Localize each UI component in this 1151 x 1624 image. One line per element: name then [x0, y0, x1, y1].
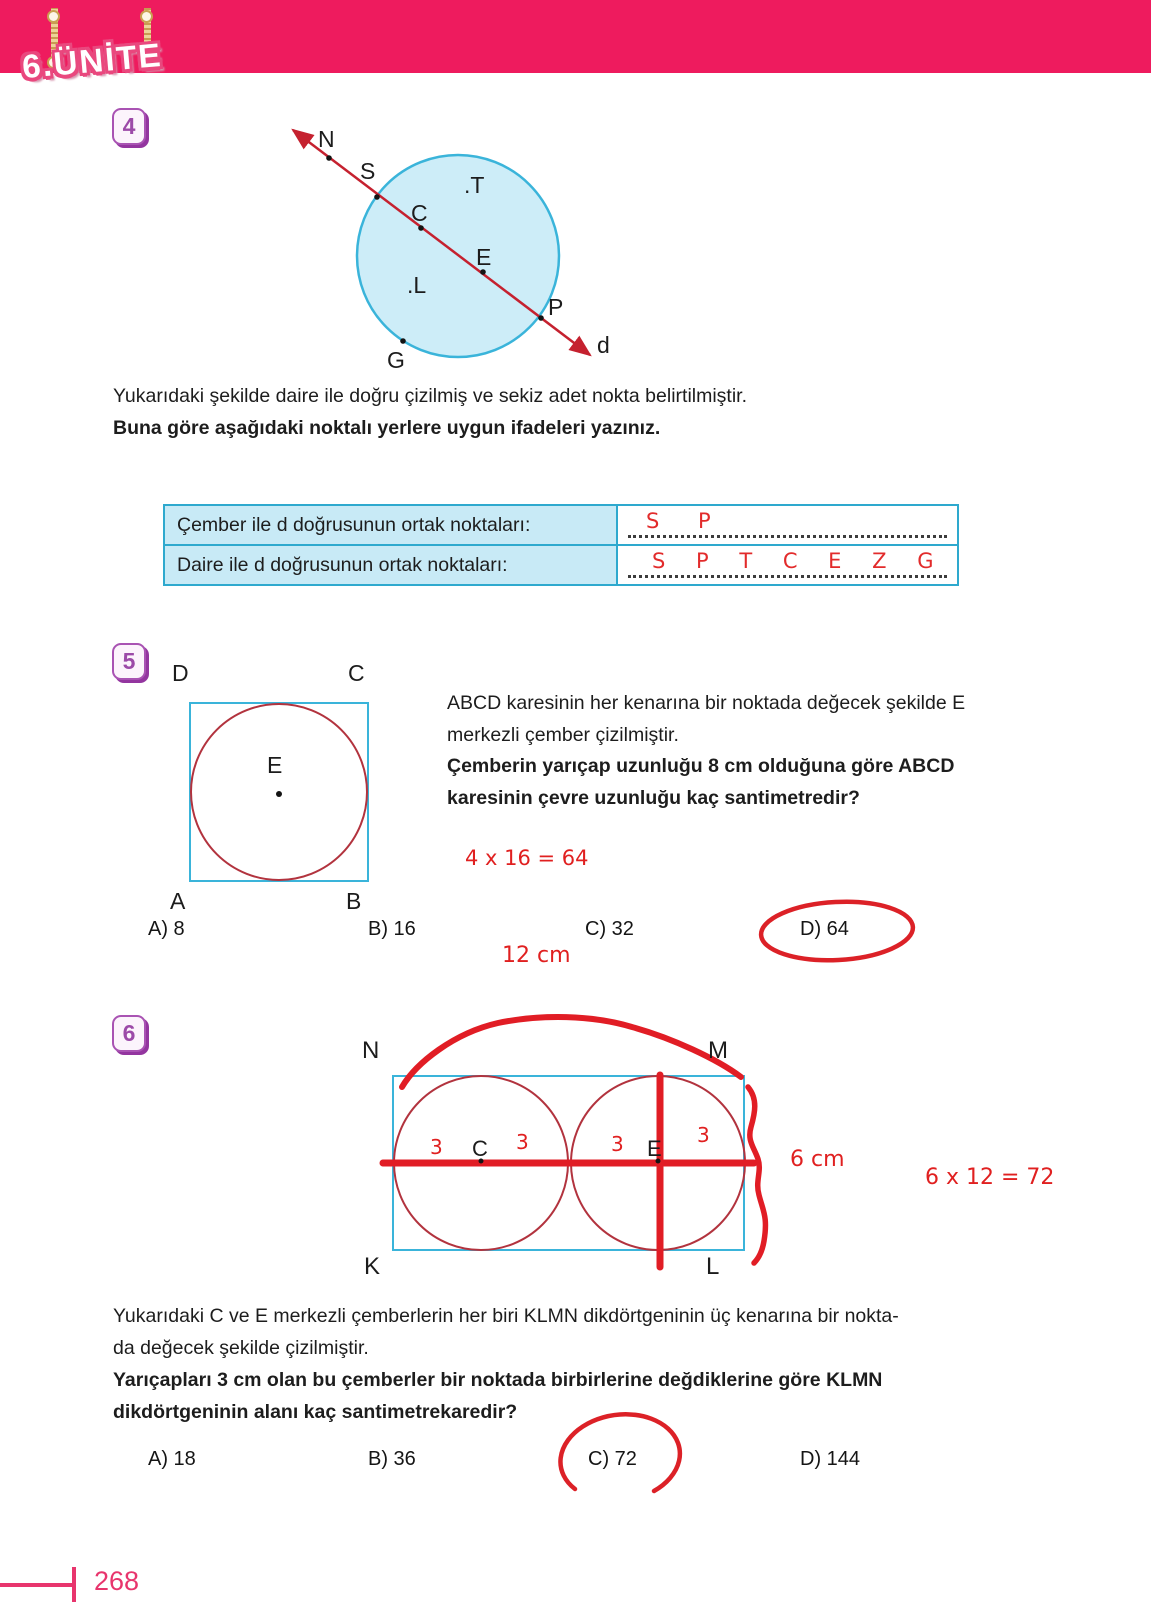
corner-label-C: C	[348, 660, 365, 686]
q4-intro-line: Yukarıdaki şekilde daire ile doğru çizilmiş ve sekiz adet nokta belirtilmiştir.	[113, 385, 748, 407]
q6-handwritten-equation: 6 x 12 = 72	[925, 1165, 1055, 1190]
center-label-C: C	[472, 1136, 488, 1161]
q4-circle-diagram	[260, 110, 650, 382]
radius-3-label: 3	[516, 1130, 529, 1154]
unit-logo: 6.ÜNİTE	[20, 35, 164, 86]
q4-instruction-line: Buna göre aşağıdaki noktalı yerlere uygun ifadeleri yazınız.	[113, 417, 661, 439]
q5-text	[447, 688, 965, 814]
q6-intro-line: da değecek şekilde çizilmiştir.	[113, 1337, 369, 1359]
table-row	[165, 544, 957, 584]
q5-square-diagram	[150, 648, 410, 940]
q6-option-b[interactable]: B) 36	[368, 1448, 416, 1470]
rope-ring	[140, 10, 153, 23]
table-row	[165, 506, 957, 544]
corner-label-N: N	[362, 1037, 380, 1064]
hand-drawn-right-brace	[748, 1087, 765, 1263]
point-label-S: S	[360, 158, 376, 184]
q6-option-d[interactable]: D) 144	[800, 1448, 861, 1470]
corner-label-B: B	[346, 888, 362, 914]
point-label-T: .T	[464, 172, 485, 198]
point-label-E: E	[476, 244, 492, 270]
center-label-E: E	[267, 752, 283, 778]
center-dot-E	[276, 791, 282, 797]
q6-text	[113, 1300, 899, 1428]
q5-diagram-svg	[150, 648, 410, 940]
q5-handwritten-equation: 4 x 16 = 64	[465, 846, 589, 870]
corner-label-K: K	[364, 1253, 381, 1280]
table-row-label: Daire ile d doğrusunun ortak noktaları:	[165, 546, 618, 584]
question-5-number: 5	[122, 648, 136, 674]
center-label-E: E	[647, 1136, 662, 1161]
dotted-line	[628, 575, 947, 578]
line-label-d: d	[597, 332, 610, 358]
question-4-number: 4	[122, 113, 136, 139]
corner-label-L: L	[706, 1253, 720, 1280]
point-label-L: .L	[407, 272, 427, 298]
corner-label-D: D	[172, 660, 189, 686]
footer-rule	[0, 1583, 74, 1587]
q5-option-b[interactable]: B) 16	[368, 918, 416, 940]
point-label-N: N	[318, 126, 335, 152]
q6-question-line: dikdörtgeninin alanı kaç santimetrekaredir?	[113, 1401, 518, 1423]
header-bar	[0, 0, 1151, 73]
table-row-label: Çember ile d doğrusunun ortak noktaları:	[165, 506, 618, 544]
hand-drawn-ellipse	[560, 1414, 679, 1491]
q6-question-line: Yarıçapları 3 cm olan bu çemberler bir noktada birbirlerine değdiklerine göre KLMN	[113, 1369, 883, 1391]
width-dimension-label: 12 cm	[502, 943, 571, 968]
radius-3-label: 3	[697, 1123, 710, 1147]
footer-rule-tick	[72, 1567, 76, 1602]
q5-question-line: Çemberin yarıçap uzunluğu 8 cm olduğuna göre ABCD	[447, 755, 955, 777]
handwritten-answer: S P	[646, 509, 711, 533]
q4-answer-table	[163, 504, 959, 586]
q5-option-c[interactable]: C) 32	[585, 918, 634, 940]
q5-intro-line: merkezli çember çizilmiştir.	[447, 723, 679, 746]
q6-intro-line: Yukarıdaki C ve E merkezli çemberlerin her biri KLMN dikdörtgeninin üç kenarına bir nokta-	[113, 1305, 899, 1327]
question-5-badge	[112, 643, 146, 680]
point-label-C: C	[411, 200, 428, 226]
corner-label-M: M	[708, 1037, 728, 1064]
point-label-G: G	[387, 347, 405, 373]
page-number: 268	[94, 1566, 140, 1596]
q4-text	[113, 380, 747, 444]
radius-3-label: 3	[611, 1132, 624, 1156]
q5-option-a[interactable]: A) 8	[148, 918, 185, 940]
question-6-badge	[112, 1015, 146, 1052]
q6-rectangle-diagram	[350, 935, 1060, 1287]
q6-option-c[interactable]: C) 72	[588, 1448, 637, 1470]
question-6-number: 6	[122, 1020, 136, 1046]
q6-answer-circle-annotation	[550, 1405, 695, 1505]
q5-question-line: karesinin çevre uzunluğu kaç santimetredir?	[447, 786, 860, 809]
dotted-line	[628, 535, 947, 538]
question-4-badge	[112, 108, 146, 145]
corner-label-A: A	[170, 888, 186, 914]
height-dimension-label: 6 cm	[790, 1147, 845, 1172]
q6-option-a[interactable]: A) 18	[148, 1448, 196, 1470]
rope-ring	[47, 10, 60, 23]
table-row-answer-cell[interactable]	[618, 506, 957, 544]
radius-3-label: 3	[430, 1135, 443, 1159]
table-row-answer-cell[interactable]	[618, 546, 957, 584]
handwritten-answer: S P T C E Z G	[652, 549, 934, 573]
q5-intro-line: ABCD karesinin her kenarına bir noktada değecek şekilde E	[447, 692, 966, 714]
q5-option-d[interactable]: D) 64	[800, 918, 849, 940]
q6-diagram-svg	[350, 935, 1060, 1287]
point-label-P: P	[548, 294, 564, 320]
